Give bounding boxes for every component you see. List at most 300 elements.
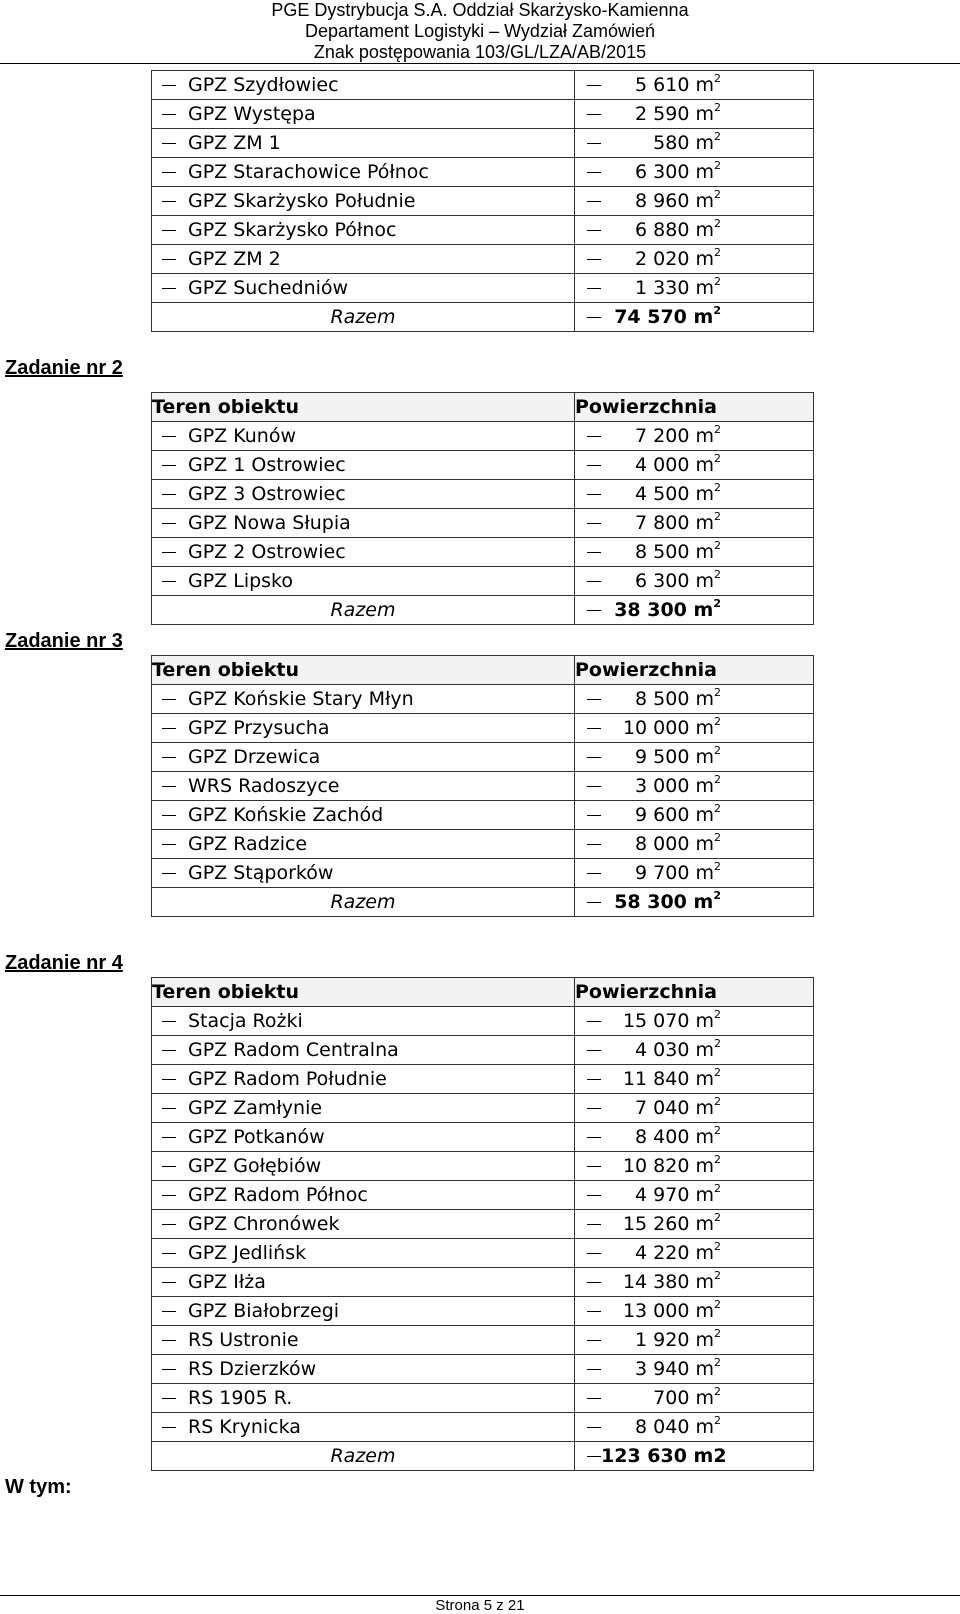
area-unit-exponent: 2 (714, 772, 721, 786)
bullet-dash (162, 728, 176, 729)
area-unit-exponent: 2 (714, 1036, 721, 1050)
table-header-row (152, 978, 814, 1007)
total-value (601, 596, 721, 624)
area-table-zadanie-4 (151, 977, 814, 1471)
bullet-dash (587, 494, 601, 495)
table-row (152, 1355, 814, 1384)
area-number: 9 600 (635, 804, 690, 826)
area-unit-exponent: 2 (714, 1384, 721, 1398)
area-unit: m (695, 132, 714, 154)
area-unit: m (695, 833, 714, 855)
total-value-cell (575, 888, 814, 917)
area-cell (575, 830, 814, 859)
site-name: GPZ Kunów (188, 425, 296, 447)
bullet-dash (587, 581, 601, 582)
total-number: 74 570 (614, 306, 687, 328)
table-row (152, 158, 814, 187)
table-row (152, 1181, 814, 1210)
area-number: 700 (653, 1387, 690, 1409)
area-unit: m (695, 219, 714, 241)
area-cell (575, 801, 814, 830)
bullet-dash (162, 1050, 176, 1051)
site-name: GPZ Starachowice Północ (188, 161, 429, 183)
bullet-dash (587, 699, 601, 700)
area-cell (575, 245, 814, 274)
area-unit-exponent: 2 (714, 158, 721, 172)
area-number: 4 970 (635, 1184, 690, 1206)
site-name: GPZ Drzewica (188, 746, 321, 768)
total-row (152, 596, 814, 625)
area-value (601, 480, 721, 508)
area-unit: m (695, 248, 714, 270)
site-name: GPZ ZM 2 (188, 248, 281, 270)
area-cell (575, 538, 814, 567)
site-name: GPZ Suchedniów (188, 277, 349, 299)
table-row (152, 480, 814, 509)
table-row (152, 1036, 814, 1065)
table-row (152, 830, 814, 859)
table-row (152, 509, 814, 538)
table-row (152, 743, 814, 772)
area-unit-exponent: 2 (714, 1065, 721, 1079)
bullet-dash (162, 786, 176, 787)
bullet-dash (162, 581, 176, 582)
total-row (152, 1442, 814, 1471)
area-cell (575, 772, 814, 801)
site-name: WRS Radoszyce (188, 775, 340, 797)
site-cell (152, 1268, 575, 1297)
bullet-dash (162, 873, 176, 874)
area-value (601, 216, 721, 244)
bullet-dash (587, 1253, 601, 1254)
area-unit: m (695, 1126, 714, 1148)
bullet-dash (587, 1050, 601, 1051)
area-number: 8 960 (635, 190, 690, 212)
area-value (601, 129, 721, 157)
area-number: 8 500 (635, 541, 690, 563)
area-value (601, 100, 721, 128)
site-name: GPZ Potkanów (188, 1126, 325, 1148)
bullet-dash (587, 1021, 601, 1022)
bullet-dash (587, 1427, 601, 1428)
area-value (601, 274, 721, 302)
site-name: GPZ Radom Północ (188, 1184, 368, 1206)
area-cell (575, 216, 814, 245)
area-unit-exponent: 2 (714, 216, 721, 230)
site-name: GPZ Gołębiów (188, 1155, 322, 1177)
area-cell (575, 158, 814, 187)
area-number: 7 040 (635, 1097, 690, 1119)
area-unit-exponent: 2 (714, 1181, 721, 1195)
site-cell (152, 245, 575, 274)
site-name: GPZ Stąporków (188, 862, 334, 884)
bullet-dash (162, 552, 176, 553)
site-cell (152, 567, 575, 596)
total-number: 38 300 (614, 599, 687, 621)
area-unit: m (695, 512, 714, 534)
area-unit: m (695, 1213, 714, 1235)
area-cell (575, 685, 814, 714)
area-unit: m (695, 804, 714, 826)
table-row (152, 274, 814, 303)
total-unit-exponent: 2 (713, 596, 721, 610)
area-unit: m (695, 425, 714, 447)
area-cell (575, 274, 814, 303)
bullet-dash (587, 143, 601, 144)
site-cell (152, 187, 575, 216)
area-unit-exponent: 2 (714, 830, 721, 844)
area-table-zadanie-3 (151, 655, 814, 917)
bullet-dash (162, 465, 176, 466)
bullet-dash (162, 1021, 176, 1022)
area-number: 6 300 (635, 570, 690, 592)
site-cell (152, 1152, 575, 1181)
area-cell (575, 1355, 814, 1384)
site-cell (152, 1413, 575, 1442)
site-name: RS Dzierzków (188, 1358, 317, 1380)
area-unit-exponent: 2 (714, 187, 721, 201)
area-table-zadanie-2 (151, 392, 814, 625)
area-unit-exponent: 2 (714, 245, 721, 259)
total-label-cell (152, 303, 575, 332)
bullet-dash (162, 757, 176, 758)
area-number: 7 200 (635, 425, 690, 447)
total-value-cell (575, 1442, 814, 1471)
area-cell (575, 714, 814, 743)
area-unit: m (695, 717, 714, 739)
total-value (601, 303, 721, 331)
site-name: GPZ 1 Ostrowiec (188, 454, 346, 476)
site-name: GPZ Występa (188, 103, 316, 125)
area-cell (575, 129, 814, 158)
site-name: GPZ Zamłynie (188, 1097, 323, 1119)
area-unit: m (695, 688, 714, 710)
area-unit: m (695, 1039, 714, 1061)
column-header-area: Powierzchnia (575, 393, 814, 422)
area-value (601, 859, 721, 887)
area-unit: m (695, 1097, 714, 1119)
area-cell (575, 509, 814, 538)
bullet-dash (587, 610, 601, 611)
site-name: GPZ Lipsko (188, 570, 294, 592)
bullet-dash (587, 114, 601, 115)
area-number: 2 020 (635, 248, 690, 270)
total-label: Razem (330, 306, 396, 328)
site-cell (152, 509, 575, 538)
site-cell (152, 685, 575, 714)
bullet-dash (587, 523, 601, 524)
site-cell (152, 451, 575, 480)
area-number: 8 040 (635, 1416, 690, 1438)
area-cell (575, 1297, 814, 1326)
bullet-dash (587, 728, 601, 729)
table-row (152, 859, 814, 888)
table-row (152, 1094, 814, 1123)
area-unit: m (695, 103, 714, 125)
bullet-dash (162, 1253, 176, 1254)
page-number: Strona 5 z 21 (435, 1597, 525, 1614)
area-number: 10 820 (622, 1155, 690, 1177)
bullet-dash (162, 1137, 176, 1138)
bullet-dash (162, 288, 176, 289)
area-unit-exponent: 2 (714, 859, 721, 873)
area-cell (575, 1239, 814, 1268)
area-cell (575, 1181, 814, 1210)
area-unit-exponent: 2 (714, 1413, 721, 1427)
site-name: GPZ Nowa Słupia (188, 512, 351, 534)
area-value (601, 1326, 721, 1354)
area-value (601, 509, 721, 537)
site-cell (152, 129, 575, 158)
area-table-1 (151, 70, 814, 332)
area-unit: m (695, 190, 714, 212)
bullet-dash (587, 465, 601, 466)
area-number: 8 500 (635, 688, 690, 710)
area-number: 5 610 (635, 74, 690, 96)
site-name: GPZ Końskie Stary Młyn (188, 688, 414, 710)
site-name: GPZ Szydłowiec (188, 74, 339, 96)
area-number: 14 380 (622, 1271, 690, 1293)
table-row (152, 129, 814, 158)
bullet-dash (162, 230, 176, 231)
area-value (601, 1239, 721, 1267)
bullet-dash (587, 1224, 601, 1225)
area-value (601, 1297, 721, 1325)
area-unit: m (695, 1155, 714, 1177)
area-number: 10 000 (622, 717, 690, 739)
task-2-label: Zadanie nr 2 (5, 357, 123, 379)
bullet-dash (587, 1311, 601, 1312)
column-header-site: Teren obiektu (152, 656, 575, 685)
area-value (601, 743, 721, 771)
total-row (152, 303, 814, 332)
site-cell (152, 1123, 575, 1152)
area-number: 6 300 (635, 161, 690, 183)
site-cell (152, 1297, 575, 1326)
bullet-dash (162, 201, 176, 202)
bullet-dash (587, 873, 601, 874)
area-value (601, 1123, 721, 1151)
site-cell (152, 1355, 575, 1384)
area-value (601, 801, 721, 829)
bullet-dash (162, 844, 176, 845)
area-value (601, 714, 721, 742)
bullet-dash (587, 844, 601, 845)
site-cell (152, 274, 575, 303)
area-unit-exponent: 2 (714, 1007, 721, 1021)
area-value (601, 685, 721, 713)
header-department: Departament Logistyki – Wydział Zamówień (305, 21, 655, 41)
area-value (601, 158, 721, 186)
total-label: Razem (330, 891, 396, 913)
area-unit-exponent: 2 (714, 567, 721, 581)
total-value-cell (575, 303, 814, 332)
area-number: 6 880 (635, 219, 690, 241)
bullet-dash (587, 1369, 601, 1370)
area-unit: m (695, 1271, 714, 1293)
total-label: Razem (330, 1445, 396, 1467)
bullet-dash (162, 1311, 176, 1312)
total-value-cell (575, 596, 814, 625)
area-unit-exponent: 2 (714, 685, 721, 699)
area-cell (575, 1123, 814, 1152)
site-cell (152, 100, 575, 129)
table-row (152, 422, 814, 451)
site-name: RS Ustronie (188, 1329, 299, 1351)
area-number: 4 500 (635, 483, 690, 505)
bullet-dash (587, 1166, 601, 1167)
area-cell (575, 567, 814, 596)
area-value (601, 451, 721, 479)
table-row (152, 1326, 814, 1355)
area-value (601, 1268, 721, 1296)
page-header (0, 0, 960, 63)
area-unit-exponent: 2 (714, 1268, 721, 1282)
area-cell (575, 100, 814, 129)
table-row (152, 1297, 814, 1326)
site-cell (152, 1007, 575, 1036)
site-cell (152, 1326, 575, 1355)
area-number: 8 000 (635, 833, 690, 855)
site-name: GPZ Skarżysko Południe (188, 190, 416, 212)
area-unit-exponent: 2 (714, 1123, 721, 1137)
site-name: GPZ Przysucha (188, 717, 330, 739)
bullet-dash (162, 1079, 176, 1080)
area-cell (575, 1268, 814, 1297)
area-unit: m (695, 1242, 714, 1264)
bullet-dash (587, 902, 601, 903)
table-row (152, 772, 814, 801)
total-label: Razem (330, 599, 396, 621)
area-unit: m (695, 862, 714, 884)
area-number: 1 920 (635, 1329, 690, 1351)
task-3-label: Zadanie nr 3 (5, 630, 123, 652)
footer-divider (0, 1595, 960, 1596)
site-cell (152, 714, 575, 743)
area-value (601, 1181, 721, 1209)
bullet-dash (587, 201, 601, 202)
area-cell (575, 1094, 814, 1123)
bullet-dash (162, 1369, 176, 1370)
area-value (601, 1007, 721, 1035)
area-unit-exponent: 2 (714, 1152, 721, 1166)
area-value (601, 1413, 721, 1441)
area-unit: m (695, 483, 714, 505)
site-name: GPZ ZM 1 (188, 132, 281, 154)
total-label-cell (152, 888, 575, 917)
site-name: GPZ Skarżysko Północ (188, 219, 397, 241)
bullet-dash (162, 1195, 176, 1196)
bullet-dash (587, 288, 601, 289)
area-unit-exponent: 2 (714, 1239, 721, 1253)
area-number: 9 700 (635, 862, 690, 884)
bullet-dash (162, 85, 176, 86)
area-unit-exponent: 2 (714, 1297, 721, 1311)
area-value (601, 1094, 721, 1122)
site-name: GPZ Radom Centralna (188, 1039, 399, 1061)
area-unit-exponent: 2 (714, 100, 721, 114)
bullet-dash (162, 699, 176, 700)
site-cell (152, 772, 575, 801)
total-unit: m (693, 891, 714, 913)
area-number: 580 (653, 132, 690, 154)
area-unit-exponent: 2 (714, 422, 721, 436)
area-unit: m (695, 1300, 714, 1322)
header-company: PGE Dystrybucja S.A. Oddział Skarżysko-Kamienna (271, 0, 689, 20)
area-unit: m (695, 1416, 714, 1438)
column-header-site: Teren obiektu (152, 393, 575, 422)
bullet-dash (162, 1224, 176, 1225)
table-row (152, 451, 814, 480)
area-unit: m (695, 1329, 714, 1351)
area-value (601, 567, 721, 595)
area-cell (575, 451, 814, 480)
site-name: GPZ Radzice (188, 833, 308, 855)
area-number: 3 000 (635, 775, 690, 797)
total-unit-exponent: 2 (713, 888, 721, 902)
site-name: GPZ 3 Ostrowiec (188, 483, 346, 505)
area-unit: m (695, 1387, 714, 1409)
area-cell (575, 1326, 814, 1355)
table-row (152, 1239, 814, 1268)
area-unit-exponent: 2 (714, 1326, 721, 1340)
area-number: 15 260 (622, 1213, 690, 1235)
area-unit-exponent: 2 (714, 714, 721, 728)
bullet-dash (587, 1398, 601, 1399)
area-unit: m (695, 1068, 714, 1090)
area-cell (575, 743, 814, 772)
site-name: GPZ Końskie Zachód (188, 804, 384, 826)
table-row (152, 1007, 814, 1036)
area-number: 8 400 (635, 1126, 690, 1148)
area-unit-exponent: 2 (714, 480, 721, 494)
area-unit: m (695, 277, 714, 299)
bullet-dash (162, 114, 176, 115)
table-row (152, 567, 814, 596)
site-name: GPZ 2 Ostrowiec (188, 541, 346, 563)
total-number: 123 630 m2 (601, 1445, 727, 1467)
area-cell (575, 1007, 814, 1036)
bullet-dash (587, 1108, 601, 1109)
total-value (601, 888, 721, 916)
area-value (601, 245, 721, 273)
site-cell (152, 743, 575, 772)
table-row (152, 1152, 814, 1181)
table-row (152, 100, 814, 129)
area-value (601, 71, 721, 99)
area-unit: m (695, 570, 714, 592)
table-row (152, 714, 814, 743)
area-unit-exponent: 2 (714, 1210, 721, 1224)
table-row (152, 1210, 814, 1239)
site-name: RS 1905 R. (188, 1387, 293, 1409)
bullet-dash (162, 1282, 176, 1283)
area-unit: m (695, 541, 714, 563)
area-number: 9 500 (635, 746, 690, 768)
column-header-area: Powierzchnia (575, 978, 814, 1007)
bullet-dash (587, 317, 601, 318)
site-name: GPZ Radom Południe (188, 1068, 387, 1090)
table-row (152, 538, 814, 567)
bullet-dash (587, 259, 601, 260)
bullet-dash (162, 1108, 176, 1109)
area-cell (575, 1152, 814, 1181)
bullet-dash (587, 1456, 601, 1457)
site-cell (152, 1094, 575, 1123)
bullet-dash (162, 1340, 176, 1341)
total-label-cell (152, 596, 575, 625)
area-cell (575, 187, 814, 216)
